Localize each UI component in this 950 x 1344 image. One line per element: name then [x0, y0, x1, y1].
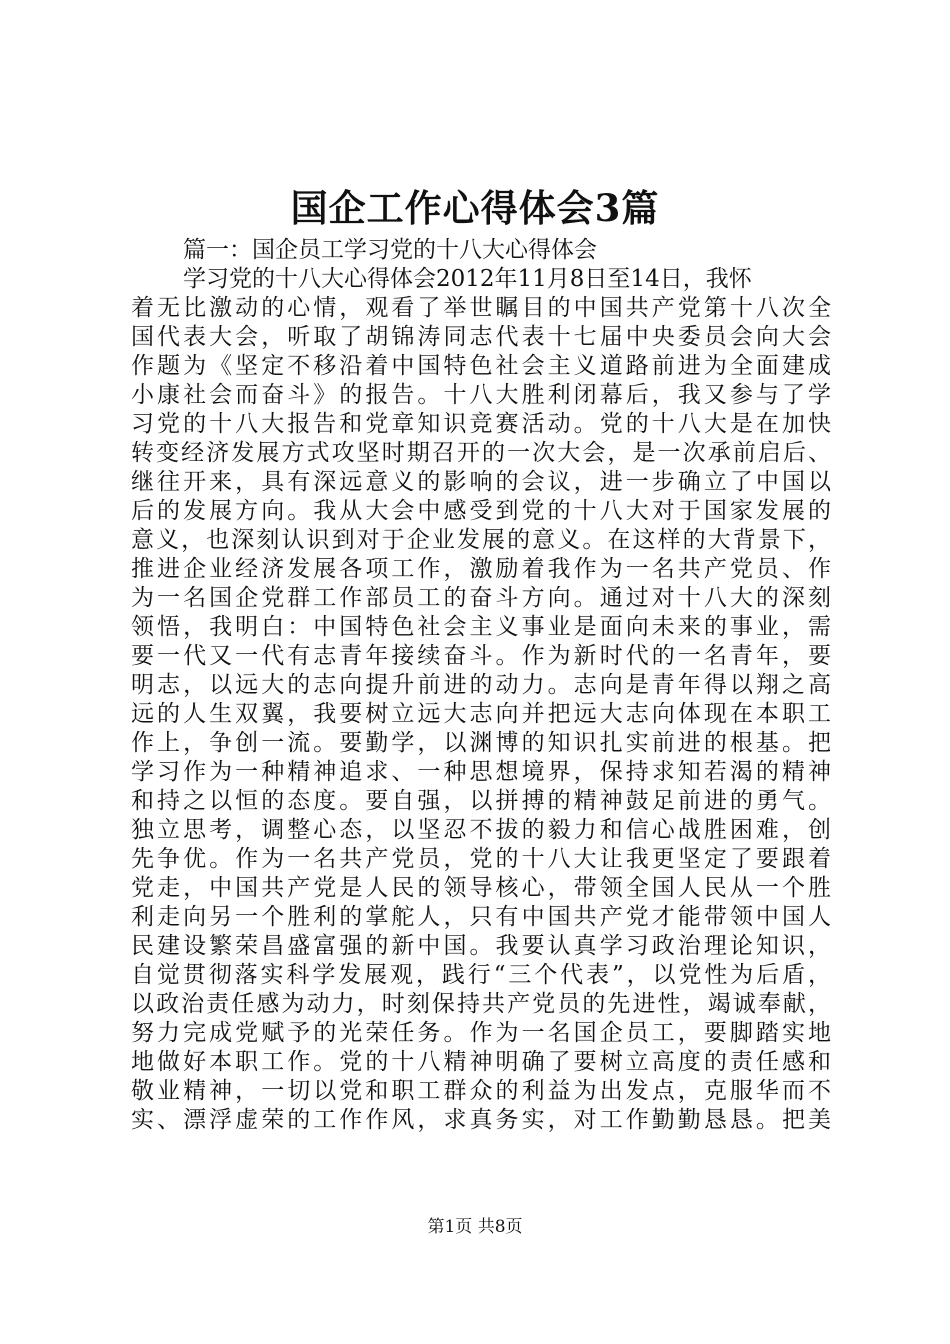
paragraph-line: 和持之以恒的态度。要自强，以拼搏的精神鼓足前进的勇气。	[131, 788, 831, 814]
paragraph-line: 作上，争创一流。要勤学，以渊博的知识扎实前进的根基。把	[131, 730, 831, 756]
paragraph-line: 自觉贯彻落实科学发展观，践行“三个代表”，以党性为后盾，	[131, 962, 831, 988]
paragraph-line: 努力完成党赋予的光荣任务。作为一名国企员工，要脚踏实地	[131, 1020, 831, 1046]
paragraph-line: 远的人生双翼，我要树立远大志向并把远大志向体现在本职工	[131, 701, 831, 727]
paragraph-line: 以政治责任感为动力，时刻保持共产党员的先进性，竭诚奉献，	[131, 991, 831, 1017]
paragraph-line: 民建设繁荣昌盛富强的新中国。我要认真学习政治理论知识，	[131, 933, 831, 959]
paragraph-line: 为一名国企党群工作部员工的奋斗方向。通过对十八大的深刻	[131, 585, 831, 611]
section-heading: 篇一：国企员工学习党的十八大心得体会	[183, 237, 597, 263]
page-footer: 第1页 共8页	[427, 1217, 523, 1237]
paragraph-line: 小康社会而奋斗》的报告。十八大胜利闭幕后，我又参与了学	[131, 382, 831, 408]
paragraph-line: 领悟，我明白：中国特色社会主义事业是面向未来的事业，需	[131, 614, 831, 640]
paragraph-line: 先争优。作为一名共产党员，党的十八大让我更坚定了要跟着	[131, 846, 831, 872]
paragraph-line: 意义，也深刻认识到对于企业发展的意义。在这样的大背景下，	[131, 527, 831, 553]
paragraph-line: 推进企业经济发展各项工作，激励着我作为一名共产党员、作	[131, 556, 831, 582]
paragraph-line: 明志，以远大的志向提升前进的动力。志向是青年得以翔之高	[131, 672, 831, 698]
document-body	[131, 236, 831, 1135]
paragraph-line: 作题为《坚定不移沿着中国特色社会主义道路前进为全面建成	[131, 353, 831, 379]
paragraph-line: 敬业精神，一切以党和职工群众的利益为出发点，克服华而不	[131, 1078, 831, 1104]
page-title: 国企工作心得体会3篇	[290, 186, 660, 230]
paragraph-line: 学习党的十八大心得体会2012年11月8日至14日，我怀	[183, 266, 752, 292]
paragraph-line: 要一代又一代有志青年接续奋斗。作为新时代的一名青年，要	[131, 643, 831, 669]
paragraph-line: 独立思考，调整心态，以坚忍不拔的毅力和信心战胜困难，创	[131, 817, 831, 843]
paragraph-line: 继往开来，具有深远意义的影响的会议，进一步确立了中国以	[131, 469, 831, 495]
paragraph-line: 后的发展方向。我从大会中感受到党的十八大对于国家发展的	[131, 498, 831, 524]
paragraph-line: 转变经济发展方式攻坚时期召开的一次大会，是一次承前启后、	[131, 440, 831, 466]
paragraph-line: 学习作为一种精神追求、一种思想境界，保持求知若渴的精神	[131, 759, 831, 785]
paragraph-line: 国代表大会，听取了胡锦涛同志代表十七届中央委员会向大会	[131, 324, 831, 350]
paragraph-line: 地做好本职工作。党的十八精神明确了要树立高度的责任感和	[131, 1049, 831, 1075]
paragraph-line: 党走，中国共产党是人民的领导核心，带领全国人民从一个胜	[131, 875, 831, 901]
paragraph-line: 习党的十八大报告和党章知识竞赛活动。党的十八大是在加快	[131, 411, 831, 437]
paragraph-line: 实、漂浮虚荣的工作作风，求真务实，对工作勤勤恳恳。把美	[131, 1107, 831, 1133]
paragraph-line: 着无比激动的心情，观看了举世瞩目的中国共产党第十八次全	[131, 295, 831, 321]
paragraph-line: 利走向另一个胜利的掌舵人，只有中国共产党才能带领中国人	[131, 904, 831, 930]
